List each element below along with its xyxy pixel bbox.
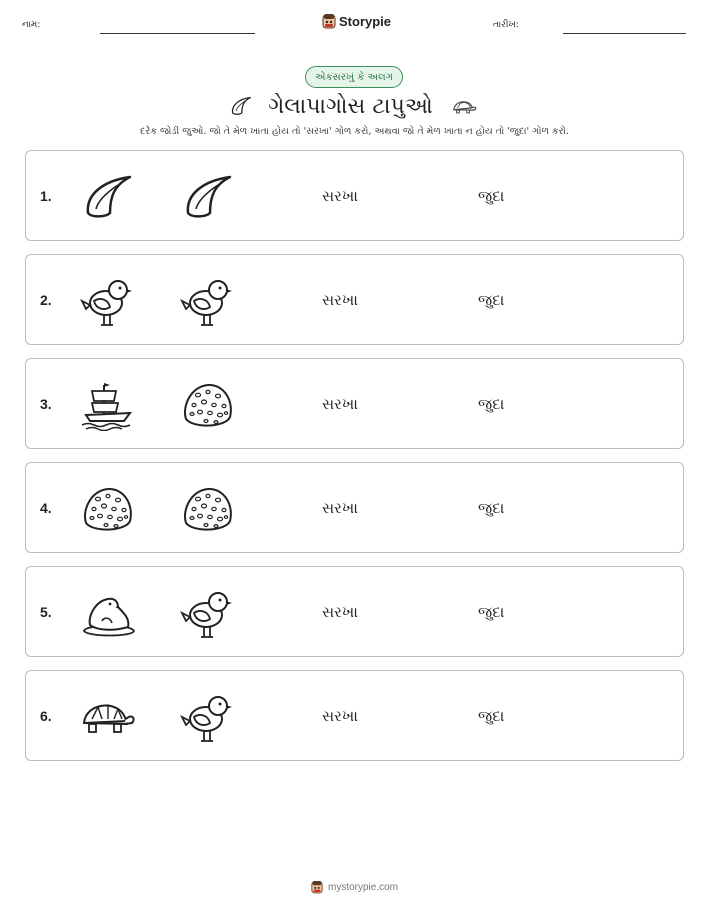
rock-icon <box>80 483 136 535</box>
same-option[interactable]: સરખા <box>322 706 358 725</box>
question-number: 4. <box>40 499 52 516</box>
topic-badge: એકસરખું કે અલગ <box>305 66 403 88</box>
same-option[interactable]: સરખા <box>322 290 358 309</box>
name-label: નામ: <box>22 20 41 30</box>
title-row <box>0 88 709 124</box>
left-picture <box>80 587 136 639</box>
different-option[interactable]: જુદા <box>478 602 505 621</box>
tortoise-icon <box>80 691 136 743</box>
bird-icon <box>180 691 236 743</box>
bird-icon <box>180 587 236 639</box>
claw-icon <box>228 95 254 117</box>
question-number: 5. <box>40 603 52 620</box>
left-picture <box>80 379 136 431</box>
different-option[interactable]: જુદા <box>478 706 505 725</box>
right-picture <box>180 691 236 743</box>
same-option[interactable]: સરખા <box>322 602 358 621</box>
right-picture <box>180 275 236 327</box>
mascot-icon <box>311 880 323 894</box>
question-number: 2. <box>40 291 52 308</box>
different-option[interactable]: જુદા <box>478 498 505 517</box>
bird-icon <box>80 275 136 327</box>
question-number: 1. <box>40 187 52 204</box>
right-picture <box>180 379 236 431</box>
same-option[interactable]: સરખા <box>322 186 358 205</box>
claw-icon <box>180 171 236 223</box>
tortoise-icon <box>447 94 481 118</box>
footer-link[interactable]: mystorypie.com <box>327 881 398 893</box>
seal-icon <box>80 587 136 639</box>
bird-icon <box>180 275 236 327</box>
left-picture <box>80 171 136 223</box>
page-title: ગેલાપાગોસ ટાપુઓ <box>268 93 433 119</box>
date-label: તારીખ: <box>493 20 519 30</box>
instructions: દરેક જોડી જુઓ. જો તે મેળ ખાતા હોય તો 'સરખા' ગોળ કરો, અથવા જો તે મેળ ખાતા ન હોય તો 'જુદા' ગોળ કરો. <box>140 126 569 137</box>
rock-icon <box>180 483 236 535</box>
question-card <box>25 670 684 761</box>
right-picture <box>180 483 236 535</box>
different-option[interactable]: જુદા <box>478 394 505 413</box>
claw-icon <box>80 171 136 223</box>
ship-icon <box>80 379 136 431</box>
question-card <box>25 254 684 345</box>
right-picture <box>180 171 236 223</box>
question-number: 6. <box>40 707 52 724</box>
name-line[interactable] <box>100 33 255 34</box>
left-picture <box>80 483 136 535</box>
question-card <box>25 462 684 553</box>
footer <box>0 880 709 894</box>
brand-logo <box>322 13 391 29</box>
brand-name: Storypie <box>339 13 392 29</box>
right-picture <box>180 587 236 639</box>
question-card <box>25 566 684 657</box>
mascot-icon <box>322 13 336 29</box>
question-number: 3. <box>40 395 52 412</box>
question-card <box>25 358 684 449</box>
left-picture <box>80 691 136 743</box>
different-option[interactable]: જુદા <box>478 290 505 309</box>
question-card <box>25 150 684 241</box>
date-line[interactable] <box>563 33 686 34</box>
same-option[interactable]: સરખા <box>322 394 358 413</box>
left-picture <box>80 275 136 327</box>
different-option[interactable]: જુદા <box>478 186 505 205</box>
rock-icon <box>180 379 236 431</box>
same-option[interactable]: સરખા <box>322 498 358 517</box>
